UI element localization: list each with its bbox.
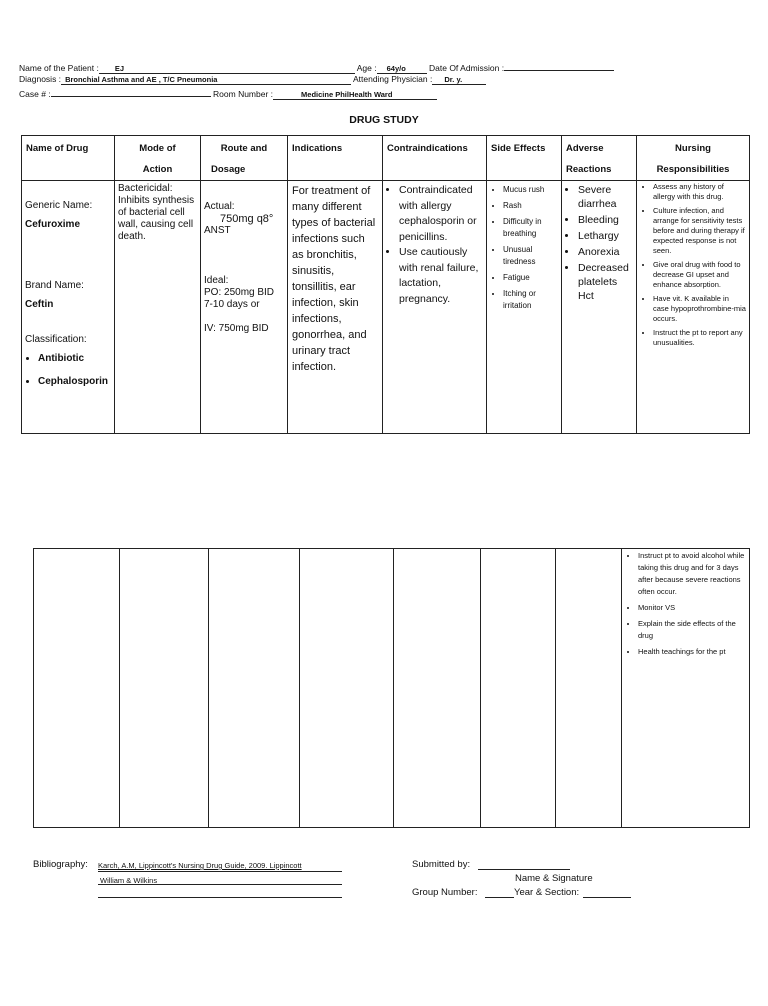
room-value: Medicine PhilHealth Ward <box>273 90 437 100</box>
bibliography-line-2: William & Wilkins <box>100 876 158 885</box>
diagnosis-label: Diagnosis : <box>19 74 62 84</box>
ideal-days: 7-10 days or <box>204 299 260 310</box>
col-header-adverse: Adverse Reactions <box>562 136 637 181</box>
continuation-row <box>34 549 750 828</box>
diagnosis-row <box>19 74 486 85</box>
submitted-line <box>478 869 570 870</box>
side-effects-list <box>490 184 558 312</box>
adverse-item: • Anorexia <box>578 245 633 259</box>
diagnosis-value: Bronchial Asthma and AE , T/C Pneumonia <box>61 75 351 85</box>
patient-row <box>19 61 614 74</box>
col-header-contraindications: Contraindications <box>383 136 487 181</box>
age-value: 64y/o <box>377 64 427 74</box>
nursing-cell <box>637 181 750 434</box>
empty-cell <box>209 549 300 828</box>
empty-cell <box>481 549 556 828</box>
adverse-item: • Decreased platelets Hct <box>578 261 633 303</box>
adverse-item: • Lethargy <box>578 229 633 243</box>
physician-value: Dr. y. <box>432 75 486 85</box>
case-label: Case # : <box>19 89 51 99</box>
nursing-item: • Explain the side effects of the drug <box>638 618 746 642</box>
patient-value: EJ <box>99 64 355 74</box>
name-signature-label: Name & Signature <box>515 873 593 884</box>
nursing-item: • Give oral drug with food to decrease GI upset and enhance absorption. <box>653 260 746 290</box>
room-label: Room Number : <box>213 89 274 99</box>
nursing-item: • Culture infection, and arrange for sensitivity tests before and during therapy if expected response is not seen. <box>653 206 746 256</box>
continuation-table <box>33 548 750 828</box>
generic-label: Generic Name: <box>25 200 93 211</box>
nursing-list <box>640 182 746 348</box>
side-effect-item: • Rash <box>503 200 558 212</box>
route-cell <box>201 181 288 434</box>
bib-underline <box>98 897 342 898</box>
nursing-item: • Monitor VS <box>638 602 746 614</box>
brand-label: Brand Name: <box>25 280 84 291</box>
group-label: Group Number: <box>412 887 478 898</box>
group-line <box>485 897 514 898</box>
side-effect-item: • Fatigue <box>503 272 558 284</box>
class-label: Classification: <box>25 334 87 345</box>
admission-blank <box>504 61 614 71</box>
ideal-label: Ideal: <box>204 275 229 286</box>
bibliography-line-1: Karch, A.M, Lippincott's Nursing Drug Guide, 2009. Lippincott <box>98 861 302 870</box>
nursing-item: • Assess any history of allergy with this drug. <box>653 182 746 202</box>
physician-label: Attending Physician : <box>352 74 433 84</box>
age-label: Age : <box>356 63 377 73</box>
nursing-item: • Instruct pt to avoid alcohol while taking this drug and for 3 days after because severe reactions often occur. <box>638 550 746 598</box>
side-effect-item: • Mucus rush <box>503 184 558 196</box>
actual-label: Actual: <box>204 201 235 212</box>
generic-value: Cefuroxime <box>25 219 81 230</box>
contraindication-item: • Contraindicated with allergy cephalosporin or penicillins. <box>399 183 483 245</box>
bib-underline <box>98 871 342 872</box>
patient-label: Name of the Patient : <box>19 63 99 73</box>
col-header-route: Route and Dosage <box>201 136 288 181</box>
case-blank <box>51 87 211 97</box>
side-effect-item: • Difficulty in breathing <box>503 216 558 240</box>
adverse-item: • Severe diarrhea <box>578 183 633 211</box>
class-item: • Cephalosporin <box>38 375 111 388</box>
col-header-action: Mode of Action <box>115 136 201 181</box>
admission-label: Date Of Admission : <box>429 63 505 73</box>
actual-dose: 750mg q8° <box>220 213 274 225</box>
col-header-indications: Indications <box>288 136 383 181</box>
side-effect-item: • Itching or irritation <box>503 288 558 312</box>
action-cell <box>115 181 201 434</box>
adverse-cell <box>562 181 637 434</box>
submitted-label: Submitted by: <box>412 859 471 870</box>
year-line <box>583 897 631 898</box>
year-section-label: Year & Section: <box>514 887 580 898</box>
ideal-iv: IV: 750mg BID <box>204 323 269 334</box>
nursing-item: • Health teachings for the pt <box>638 646 746 658</box>
nursing-cont-list <box>625 550 746 658</box>
case-row <box>19 87 437 100</box>
header-row <box>22 136 750 181</box>
empty-cell <box>394 549 481 828</box>
side-effect-item: • Unusual tiredness <box>503 244 558 268</box>
empty-cell <box>34 549 120 828</box>
empty-cell <box>120 549 209 828</box>
col-header-drug: Name of Drug <box>22 136 115 181</box>
drug-row <box>22 181 750 434</box>
nursing-cont-cell <box>622 549 750 828</box>
contraindications-list <box>386 183 483 307</box>
class-item: • Antibiotic <box>38 352 111 365</box>
bibliography-label: Bibliography: <box>33 859 88 870</box>
empty-cell <box>300 549 394 828</box>
actual-note: ANST <box>204 225 231 236</box>
bib-underline <box>98 884 342 885</box>
adverse-list <box>565 183 633 303</box>
brand-value: Ceftin <box>25 299 54 310</box>
ideal-po: PO: 250mg BID <box>204 287 275 298</box>
indications-text: For treatment of many different types of bacterial infections such as bronchitis, sinusitis, tonsillitis, ear infection, skin infections, gonorrhea, and urinary tract infection. <box>292 185 376 373</box>
drug-study-table <box>21 135 750 434</box>
side-effects-cell <box>487 181 562 434</box>
contraindication-item: • Use cautiously with renal failure, lactation, pregnancy. <box>399 245 483 307</box>
nursing-item: • Have vit. K available in case hypoprothrombine-mia occurs. <box>653 294 746 324</box>
drug-name-cell <box>22 181 115 434</box>
contraindications-cell <box>383 181 487 434</box>
class-list <box>25 352 111 388</box>
page-title: DRUG STUDY <box>349 114 419 126</box>
empty-cell <box>556 549 622 828</box>
adverse-item: • Bleeding <box>578 213 633 227</box>
col-header-side-effects: Side Effects <box>487 136 562 181</box>
indications-cell <box>288 181 383 434</box>
col-header-nursing: Nursing Responsibilities <box>637 136 750 181</box>
nursing-item: • Instruct the pt to report any unusualities. <box>653 328 746 348</box>
action-text: Bactericidal: Inhibits synthesis of bacterial cell wall, causing cell death. <box>118 183 195 242</box>
